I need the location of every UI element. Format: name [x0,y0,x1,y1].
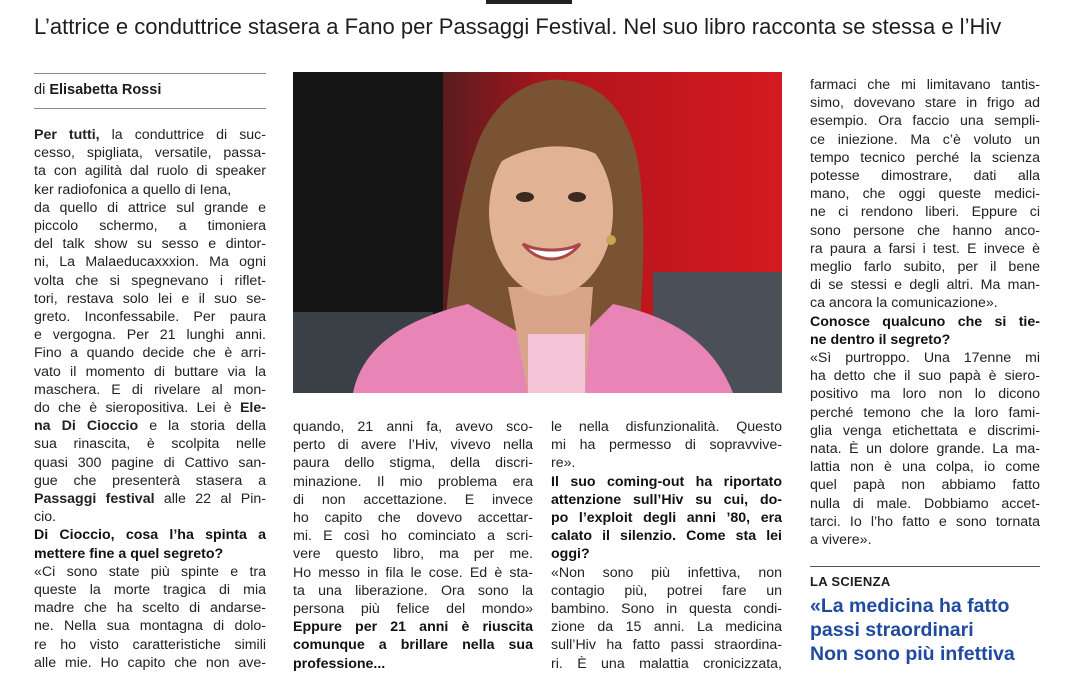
text-line [34,381,266,399]
question-text: attenzione sull’Hiv su cui, do- [551,491,782,508]
text-line [34,545,266,563]
line-text: esempio. Ora faccio una sempli- [810,113,1040,130]
line-text: ta una liberazione. Ora sono la [293,582,533,599]
text-line [34,162,266,180]
pull-quote-line: Non sono più infettiva [810,643,1015,665]
line-text: ha detto che il suo papà è siero- [810,368,1040,385]
text-line [293,418,533,436]
line-text: tori, restava solo lei e il suo se- [34,290,266,307]
text-line [34,454,266,472]
portrait-photo [293,72,782,393]
text-line [551,564,782,582]
text-line [551,509,782,527]
line-text: cesso, spigliata, versatile, passa- [34,145,266,162]
lead-bold: Passaggi festival [34,491,155,508]
text-line [293,636,533,654]
text-line [810,422,1040,440]
line-text: persona più felice del mondo» [293,601,533,618]
text-line [34,308,266,326]
text-line [293,618,533,636]
line-text: piccolo schermo, a timoniera [34,218,266,235]
text-line [551,491,782,509]
text-line [34,272,266,290]
text-line [34,326,266,344]
text-line [34,490,266,508]
line-text: meglio farlo subito, per il bene [810,259,1040,276]
text-line [810,367,1040,385]
column-rule [34,108,266,109]
line-text: ne ci rendono liberi. Eppure ci [810,204,1040,221]
line-text: do che è sieropositiva. Lei è [34,400,240,417]
text-line [34,253,266,271]
line-text: ri. È una malattia cronicizzata, [551,655,782,672]
text-line [551,527,782,545]
text-line [34,144,266,162]
line-text: positivo ma loro non lo dicono [810,386,1040,403]
name-bold: Ele- [239,400,266,417]
line-text: di se stessi e degli altri. Ma man- [810,277,1040,294]
text-line [551,600,782,618]
text-line [810,331,1040,349]
line-text: Fino a quando decide che è arri- [34,345,266,362]
line-text: «Ci sono state più spinte e tra [34,563,266,580]
line-text: zione da 15 anni. La medicina [551,619,782,636]
question-text: comunque a brillare nella sua [293,637,533,654]
line-text: volta che si spegnevano i riflet- [34,272,266,289]
byline-prefix: di [34,82,46,98]
text-line [810,349,1040,367]
text-line [34,599,266,617]
text-line [293,509,533,527]
question-text: mettere fine a quel segreto? [34,545,224,562]
text-line [34,126,266,144]
text-line [293,527,533,545]
text-line [34,472,266,490]
author-name: Elisabetta Rossi [49,82,162,98]
text-line [810,149,1040,167]
text-line [551,618,782,636]
line-text: quel papà non abbiamo fatto [810,477,1040,494]
text-line [34,617,266,635]
line-text: minazione. Il mio problema era [293,473,533,490]
text-line [551,454,782,472]
text-line [810,76,1040,94]
line-text: la conduttrice di suc- [99,127,266,143]
line-text: «Non sono più infettiva, non [551,564,782,581]
text-line [810,167,1040,185]
text-line [551,436,782,454]
lead-bold: na Di Cioccio [34,418,139,435]
question-text: Eppure per 21 anni è riuscita [293,619,533,636]
line-text: di non accettazione. E invece [293,491,533,508]
line-text: ca ancora la comunicazione». [810,295,998,312]
text-line [810,276,1040,294]
text-line [551,582,782,600]
line-text: Ho messo in fila le cose. Ed è sta- [293,564,533,581]
line-text: ra paura a farsi i test. E invece è [810,240,1040,257]
text-line [551,636,782,654]
line-text: sull’Hiv ha fatto passi straordina- [551,637,782,654]
text-line [293,564,533,582]
question-text: oggi? [551,546,590,563]
line-text: perto di avere l’Hiv, vivevo nella [293,437,533,454]
text-line [34,344,266,362]
text-line [293,491,533,509]
line-text: vato il momento di buttare via la [34,363,266,380]
text-line [34,435,266,453]
text-line [810,458,1040,476]
line-text: nulla di male. Dobbiamo accet- [810,495,1040,512]
line-text: a vivere». [810,532,872,549]
line-text: alle 22 al Pin- [154,491,266,508]
line-text: mano, che oggi queste medici- [810,186,1040,203]
text-line [810,513,1040,531]
line-text: farmaci che mi limitavano tantis- [810,77,1040,93]
text-line [810,94,1040,112]
line-text: nata. È un dolore grande. La ma- [810,441,1040,458]
text-line [293,655,533,673]
question-text: ne dentro il segreto? [810,331,951,348]
text-line [551,418,782,436]
article-column-4 [810,76,1040,549]
text-line [810,313,1040,331]
byline [34,82,266,98]
text-line [810,258,1040,276]
line-text: mi ha permesso di sopravvive- [551,437,782,454]
text-line [34,508,266,526]
text-line [34,526,266,544]
line-text: re ho visto caratteristiche simili [34,636,266,653]
text-line [34,417,266,435]
line-text: contagio più, potrei fare un [551,582,782,599]
text-line [34,181,266,199]
line-text: madre che ha scelto di andarse- [34,600,266,617]
line-text: lattia non è una colpa, io come [810,459,1040,476]
line-text: queste la morte tragica di mia [34,582,266,599]
line-text: quando, 21 anni fa, avevo sco- [293,419,533,435]
text-line [810,495,1040,513]
text-line [34,399,266,417]
line-text: le nella disfunzionalità. Questo [551,419,782,435]
text-line [293,454,533,472]
text-line [810,240,1040,258]
column-rule [34,73,266,74]
question-text: Conosce qualcuno che si tie- [810,313,1040,330]
line-text: ker radiofonica a quello di Iena, [34,181,232,198]
line-text: ce iniezione. Ma c’è voluto un [810,131,1040,148]
pull-quote [810,594,1060,676]
text-line [551,545,782,563]
sidebar-kicker: LA SCIENZA [810,574,891,589]
article-column-1 [34,126,266,672]
text-line [34,217,266,235]
text-line [810,222,1040,240]
line-text: maschera. E di rivelare al mon- [34,381,266,398]
line-text: mi. E così ho cominciato a scri- [293,528,533,545]
text-line [293,600,533,618]
line-text: cio. [34,509,57,526]
sidebar-rule [810,566,1040,567]
line-text: del talk show su sesso e dintor- [34,236,266,253]
text-line [551,473,782,491]
line-text: sua rinascita, è scolpita nelle [34,436,266,453]
line-text: e vergogna. Per 21 lunghi anni. [34,327,266,344]
text-line [810,203,1040,221]
article-subtitle: L’attrice e conduttrice stasera a Fano per Passaggi Festival. Nel suo libro racconta se stessa e l’Hiv [34,14,1002,39]
line-text: tarci. Io l’ho fatto e sono tornata [810,513,1040,530]
line-text: ho capito che dovevo accettar- [293,510,533,527]
text-line [810,440,1040,458]
line-text: paura dello stigma, della discri- [293,455,533,472]
line-text: ta con agilità dal ruolo di speaker [34,163,266,180]
text-line [293,436,533,454]
article-column-2 [293,418,533,673]
text-line [34,563,266,581]
text-line [810,404,1040,422]
question-text: professione... [293,655,386,672]
text-line [810,131,1040,149]
pull-quote-line: «La medicina ha fatto [810,595,1010,617]
text-line [34,636,266,654]
text-line [34,235,266,253]
text-line [293,473,533,491]
text-line [810,385,1040,403]
line-text: re». [551,455,576,472]
line-text: alle mie. Ho capito che non ave- [34,654,266,671]
portrait-illustration [293,72,782,393]
text-line [551,655,782,673]
line-text: sono persone che hanno anco- [810,222,1040,239]
line-text: potesse dimostrare, dati alla [810,168,1040,185]
question-text: Di Cioccio, cosa l’ha spinta a [34,527,266,544]
line-text: vere questo libro, ma per me. [293,546,533,563]
line-text: ni, La Malaeducaxxxion. Ma ogni [34,254,266,271]
question-text: Il suo coming-out ha riportato [551,473,782,490]
headline-fragment [486,0,572,4]
line-text: simo, dovevano stare in frigo ad [810,95,1040,112]
text-line [34,199,266,217]
line-text: glia venga etichettata e discrimi- [810,422,1040,439]
text-line [34,581,266,599]
text-line [34,363,266,381]
question-text: calato il silenzio. Come sta lei [551,528,782,545]
line-text: quasi 300 pagine di Cattivo san- [34,454,266,471]
text-line [810,294,1040,312]
text-line [810,531,1040,549]
line-text: e la storia della [138,418,266,435]
text-line [293,582,533,600]
article-column-3 [551,418,782,673]
line-text: ne. Nella sua montagna di dolo- [34,618,266,635]
text-line [34,290,266,308]
question-text: po l’exploit degli anni ’80, era [551,510,782,527]
text-line [810,112,1040,130]
line-text: «Sì purtroppo. Una 17enne mi [810,350,1040,367]
text-line [293,545,533,563]
lead-bold: Per tutti, [34,127,100,143]
text-line [34,654,266,672]
line-text: tempo tecnico perché la scienza [810,149,1040,166]
text-line [810,185,1040,203]
line-text: da quello di attrice sul grande e [34,199,266,216]
line-text: perché temono che la loro fami- [810,404,1040,421]
pull-quote-line: passi straordinari [810,619,974,641]
line-text: gue che presenterà stasera a [34,472,266,489]
line-text: bambino. Sono in questa condi- [551,601,782,618]
line-text: greto. Inconfessabile. Per paura [34,309,266,326]
text-line [810,476,1040,494]
